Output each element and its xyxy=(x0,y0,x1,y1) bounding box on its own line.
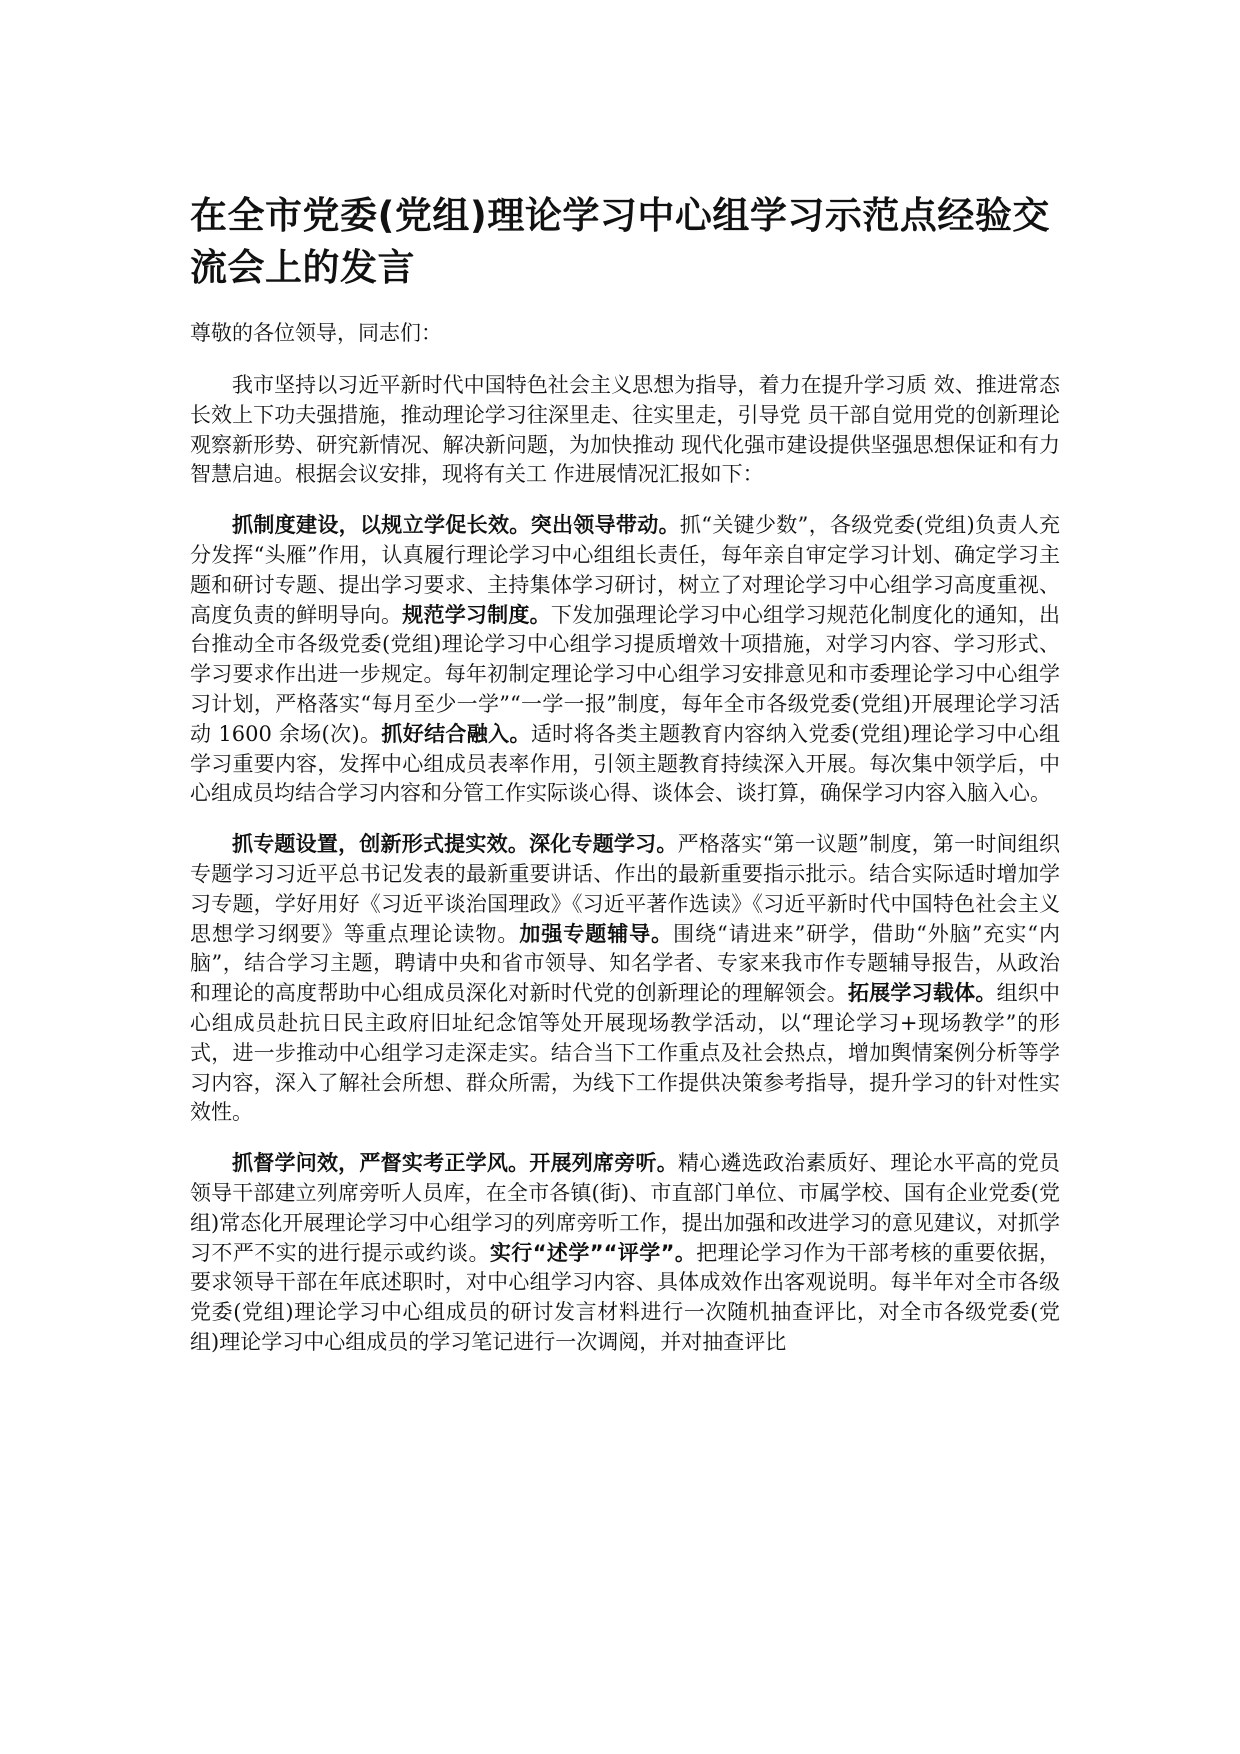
subsection-heading: 深化专题学习。 xyxy=(529,832,678,857)
subsection-heading: 突出领导带动。 xyxy=(530,513,680,538)
section-lead: 抓制度建设，以规立学促长效。 xyxy=(232,513,531,538)
section-lead: 抓督学问效，严督实考正学风。 xyxy=(232,1151,530,1176)
section-paragraph-1 xyxy=(190,511,1060,809)
section-lead: 抓专题设置，创新形式提实效。 xyxy=(232,832,530,857)
subsection-text: 把理论学习作为干部考核的重要依据，要求领导干部在年底述职时，对中心组学习内容、具体成效作出客观说明。每半年对全市各级党委(党组)理论学习中心组成员的研讨发言材料进行一次随机抽查评比，对全市各级党委(党组)理论学习中心组成员的学习笔记进行一次调阅，并对抽查评比 xyxy=(190,1240,1060,1354)
intro-paragraph: 我市坚持以习近平新时代中国特色社会主义思想为指导，着力在提升学习质 效、推进常态长效上下功夫强措施，推动理论学习往深里走、往实里走，引导党 员干部自觉用党的创新理论观察新形势、研究新情况、解决新问题，为加快推动 现代化强市建设提供坚强思想保证和有力智慧启迪。根据会议安排，现将有关工 作进展情况汇报如下： xyxy=(190,373,1060,487)
section-paragraph-3 xyxy=(190,1149,1060,1358)
subsection-text: 适时将各类主题教育内容纳入党委(党组)理论学习中心组学习重要内容，发挥中心组成员表率作用，引领主题教育持续深入开展。每次集中领学后，中心组成员均结合学习内容和分管工作实际谈心得、谈体会、谈打算，确保学习内容入脑入心。 xyxy=(190,721,1061,806)
subsection-text: 组织中心组成员赴抗日民主政府旧址纪念馆等处开展现场教学活动，以“理论学习+现场教学”的形式，进一步推动中心组学习走深走实。结合当下工作重点及社会热点，增加舆情案例分析等学习内容，深入了解社会所想、群众所需，为线下工作提供决策参考指导，提升学习的针对性实效性。 xyxy=(190,981,1061,1125)
subsection-heading: 加强专题辅导。 xyxy=(519,921,674,946)
subsection-heading: 抓好结合融入。 xyxy=(381,721,531,746)
subsection-heading: 实行“述学”“评学”。 xyxy=(489,1240,697,1265)
subsection-heading: 开展列席旁听。 xyxy=(529,1151,678,1176)
subsection-text: 精心遴选政治素质好、理论水平高的党员领导干部建立列席旁听人员库，在全市各镇(街)、市直部门单位、市属学校、国有企业党委(党组)常态化开展理论学习中心组学习的列席旁听工作，提出加强和改进学习的意见建议，对抓学习不严不实的进行提示或约谈。 xyxy=(190,1151,1061,1265)
subsection-heading: 规范学习制度。 xyxy=(402,602,551,627)
subsection-text: 围绕“请进来”研学，借助“外脑”充实“内脑”，结合学习主题，聘请中央和省市领导、知名学者、专家来我市作专题辅导报告，从政治和理论的高度帮助中心组成员深化对新时代党的创新理论的理解领会。 xyxy=(190,921,1061,1006)
subsection-text: 下发加强理论学习中心组学习规范化制度化的通知，出台推动全市各级党委(党组)理论学习中心组学习提质增效十项措施，对学习内容、学习形式、学习要求作出进一步规定。每年初制定理论学习中心组学习安排意见和市委理论学习中心组学习计划，严格落实“每月至少一学”“一学一报”制度，每年全市各级党委(党组)开展理论学习活动 1600 余场(次)。 xyxy=(190,602,1061,746)
document-title: 在全市党委(党组)理论学习中心组学习示范点经验交流会上的发言 xyxy=(190,194,1050,289)
subsection-text: 严格落实“第一议题”制度，第一时间组织专题学习习近平总书记发表的最新重要讲话、作出的最新重要指示批示。结合实际适时增加学习专题，学好用好《习近平谈治国理政》《习近平著作选读》《习近平新时代中国特色社会主义思想学习纲要》等重点理论读物。 xyxy=(190,832,1060,946)
document-page xyxy=(190,190,1060,1358)
subsection-heading: 拓展学习载体。 xyxy=(847,981,997,1006)
subsection-text: 抓“关键少数”，各级党委(党组)负责人充分发挥“头雁”作用，认真履行理论学习中心组组长责任，每年亲自审定学习计划、确定学习主题和研讨专题、提出学习要求、主持集体学习研讨，树立了对理论学习中心组学习高度重视、高度负责的鲜明导向。 xyxy=(190,513,1061,627)
section-paragraph-2 xyxy=(190,830,1060,1128)
salutation: 尊敬的各位领导，同志们： xyxy=(190,321,442,345)
